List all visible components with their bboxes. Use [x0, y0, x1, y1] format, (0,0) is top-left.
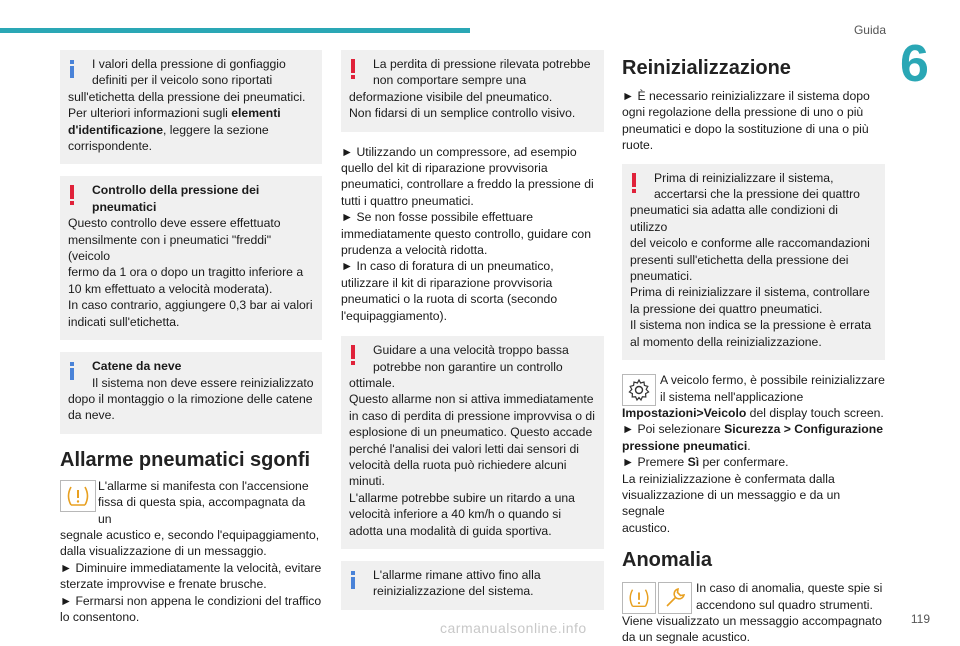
text-line: da un segnale acustico.	[622, 630, 751, 645]
text-line: sterzate improvvise e frenate brusche.	[60, 577, 267, 592]
text-line: sull'etichetta della pressione dei pneumatici.	[68, 89, 306, 104]
tyre-pressure-warning-icon	[622, 582, 656, 614]
text-line: minuti.	[349, 474, 385, 489]
text-line: da neve.	[68, 408, 115, 423]
text-line: definiti per il veicolo sono riportati	[92, 73, 273, 88]
text-line: Prima di reinizializzare il sistema, controllare	[630, 285, 870, 300]
text-line: I valori della pressione di gonfiaggio	[92, 57, 286, 71]
text-line: In caso di anomalia, queste spie si	[696, 581, 883, 596]
text-line: Questo allarme non si attiva immediatamente	[349, 392, 594, 407]
text-line: la pressione dei quattro pneumatici.	[630, 301, 823, 316]
text-line: al momento della reinizializzazione.	[630, 334, 822, 349]
text-line: ► Utilizzando un compressore, ad esempio	[341, 144, 577, 159]
text-line: L'allarme rimane attivo fino alla	[373, 567, 541, 582]
text-line: Viene visualizzato un messaggio accompagnato	[622, 613, 882, 628]
text-line: mensilmente con i pneumatici "freddi" (veicolo	[68, 232, 272, 264]
section-title: Guida	[853, 23, 886, 37]
info-box-alarm-active	[341, 561, 604, 610]
text-line: del veicolo e conforme alle raccomandazioni	[630, 236, 870, 251]
info-icon	[350, 571, 356, 589]
text-line: fissa di questa spia, accompagnata da un	[98, 495, 306, 526]
text-line: visualizzazione di un messaggio e da un segnale	[622, 487, 841, 519]
text-line: ► È necessario reinizializzare il sistema dopo	[622, 89, 870, 103]
text-line: perché l'analisi dei valori letti dai sensori di	[349, 441, 579, 456]
text-line: dopo il montaggio o la rimozione delle catene	[68, 391, 313, 406]
column-right	[622, 50, 885, 646]
text-line: segnale acustico e, secondo l'equipaggiamento,	[60, 527, 320, 542]
text-line: ruote.	[622, 138, 654, 153]
text-line: reinizializzazione del sistema.	[373, 584, 534, 599]
menu-path: Sicurezza > Configurazione pressione pneumatici	[622, 422, 883, 453]
box-title: Catene da neve	[92, 359, 182, 374]
text-line: potrebbe non garantire un controllo	[373, 359, 563, 374]
settings-paragraph: A veicolo fermo, è possibile reinizializzare il sistema nell'applicazione Impostazioni>Veicolo del display touch screen. ► Poi selezionare Sicurezza > Configurazione pressione pneumatici. ► Premere Sì per confermare. La reinizializzazione è confermata dalla visualizzazione di un messaggio e da un segnale acustico.	[622, 373, 885, 535]
warning-box-low-speed	[341, 336, 604, 549]
text-line: adotta una modalità di guida sportiva.	[349, 523, 552, 538]
warning-box-pressure-loss	[341, 50, 604, 132]
text-line: A veicolo fermo, è possibile reinizializzare	[660, 373, 885, 388]
text-line: ► Diminuire immediatamente la velocità, evitare	[60, 560, 322, 575]
text-line: Il sistema non deve essere reinizializzato	[92, 375, 314, 390]
text-line: utilizzare il kit di riparazione provvisoria	[341, 275, 553, 290]
reset-intro	[622, 88, 885, 154]
page-number: 119	[910, 612, 930, 626]
text-line: ogni regolazione della pressione di uno o più	[622, 105, 864, 120]
text-line: l'equipaggiamento).	[341, 308, 447, 323]
text-line: pneumatici o la ruota di scorta (secondo	[341, 292, 558, 307]
text-line: pneumatici e dopo la sostituzione di una o più	[622, 121, 869, 136]
text-line: pneumatici.	[630, 269, 693, 284]
warning-icon	[69, 185, 75, 205]
text-line: dalla visualizzazione di un messaggio.	[60, 544, 267, 559]
text-line: L'allarme potrebbe subire un ritardo a una	[349, 490, 575, 505]
warning-icon	[350, 59, 356, 79]
confirm-option: Sì	[687, 455, 700, 470]
warning-lamp-paragraph	[60, 478, 322, 626]
text-line: pneumatici, controllare a freddo la pressione di	[341, 177, 594, 192]
text-line: La reinizializzazione è confermata dalla	[622, 471, 835, 486]
text-line: 10 km effettuato a velocità moderata).	[68, 281, 273, 296]
text-line: velocità della ruota può richiedere alcuni	[349, 457, 567, 472]
text-line: Prima di reinizializzare il sistema,	[654, 170, 834, 185]
text-line: ottimale.	[349, 375, 396, 390]
text-line: ► In caso di foratura di un pneumatico,	[341, 259, 554, 274]
header-accent-bar	[0, 28, 470, 33]
anomaly-paragraph	[622, 580, 885, 646]
text-line: La perdita di pressione rilevata potrebbe	[373, 57, 591, 71]
wrench-icon	[658, 582, 692, 614]
info-box-pressure-values	[60, 50, 322, 164]
text-line: il sistema nell'applicazione	[660, 389, 804, 404]
text-line: prudenza a velocità ridotta.	[341, 243, 488, 258]
instructions	[341, 144, 604, 324]
bold-link-text: elementi d'identificazione	[68, 106, 281, 137]
gear-icon	[622, 374, 656, 406]
text-line: Guidare a una velocità troppo bassa	[373, 343, 569, 358]
tyre-pressure-warning-icon	[60, 480, 96, 512]
text-line: L'allarme si manifesta con l'accensione	[98, 478, 309, 493]
warning-icon	[350, 345, 356, 365]
warning-icon	[631, 173, 637, 193]
column-left	[60, 50, 322, 625]
watermark: carmanualsonline.info	[440, 620, 587, 636]
text-line: presenti sull'etichetta della pressione dei	[630, 252, 849, 267]
menu-path: Impostazioni>Veicolo	[622, 405, 747, 420]
text-line: In caso contrario, aggiungere 0,3 bar ai valori	[68, 298, 313, 313]
text-line: velocità inferiore a 40 km/h o quando si	[349, 507, 562, 522]
section-heading: Reinizializzazione	[622, 57, 791, 79]
text-line: Per ulteriori informazioni sugli elementi d'identificazione, leggere la sezione corrispondente.	[68, 106, 281, 154]
text-line: Non fidarsi di un semplice controllo visivo.	[349, 106, 576, 121]
box-title: Controllo della pressione dei	[92, 183, 260, 198]
info-box-snow-chains	[60, 352, 322, 434]
text-line: in caso di perdita di pressione improvvisa o di	[349, 408, 595, 423]
warning-box-pressure-check	[60, 176, 322, 340]
text-line: Il sistema non indica se la pressione è errata	[630, 318, 872, 333]
text-line: quello del kit di riparazione provvisoria	[341, 161, 548, 176]
text-line: lo consentono.	[60, 609, 140, 624]
text-line: fermo da 1 ora o dopo un tragitto inferiore a	[68, 265, 304, 280]
text-line: indicati sull'etichetta.	[68, 314, 180, 329]
box-title: pneumatici	[92, 199, 157, 214]
section-heading: Allarme pneumatici sgonfi	[60, 448, 311, 471]
chapter-number: 6	[900, 35, 929, 93]
text-line: accendono sul quadro strumenti.	[696, 597, 873, 612]
text-line: pneumatici sia adatta alle condizioni di utilizzo	[630, 203, 838, 234]
text-line: ► Fermarsi non appena le condizioni del traffico	[60, 593, 322, 608]
text-line: deformazione visibile del pneumatico.	[349, 89, 553, 104]
info-icon	[69, 60, 75, 78]
warning-box-before-reset	[622, 164, 885, 360]
column-middle	[341, 50, 604, 622]
text-line: Questo controllo deve essere effettuato	[68, 216, 281, 231]
text-line: esplosione di un pneumatico. Questo accade	[349, 425, 593, 440]
info-icon	[69, 362, 75, 380]
text-line: non comportare sempre una	[373, 73, 527, 88]
section-heading: Anomalia	[622, 549, 713, 572]
text-line: acustico.	[622, 520, 671, 535]
text-line: accertarsi che la pressione dei quattro	[654, 187, 860, 202]
text-line: ► Se non fosse possibile effettuare	[341, 210, 534, 225]
text-line: immediatamente questo controllo, guidare con	[341, 226, 591, 241]
text-line: tutti i quattro pneumatici.	[341, 193, 474, 208]
